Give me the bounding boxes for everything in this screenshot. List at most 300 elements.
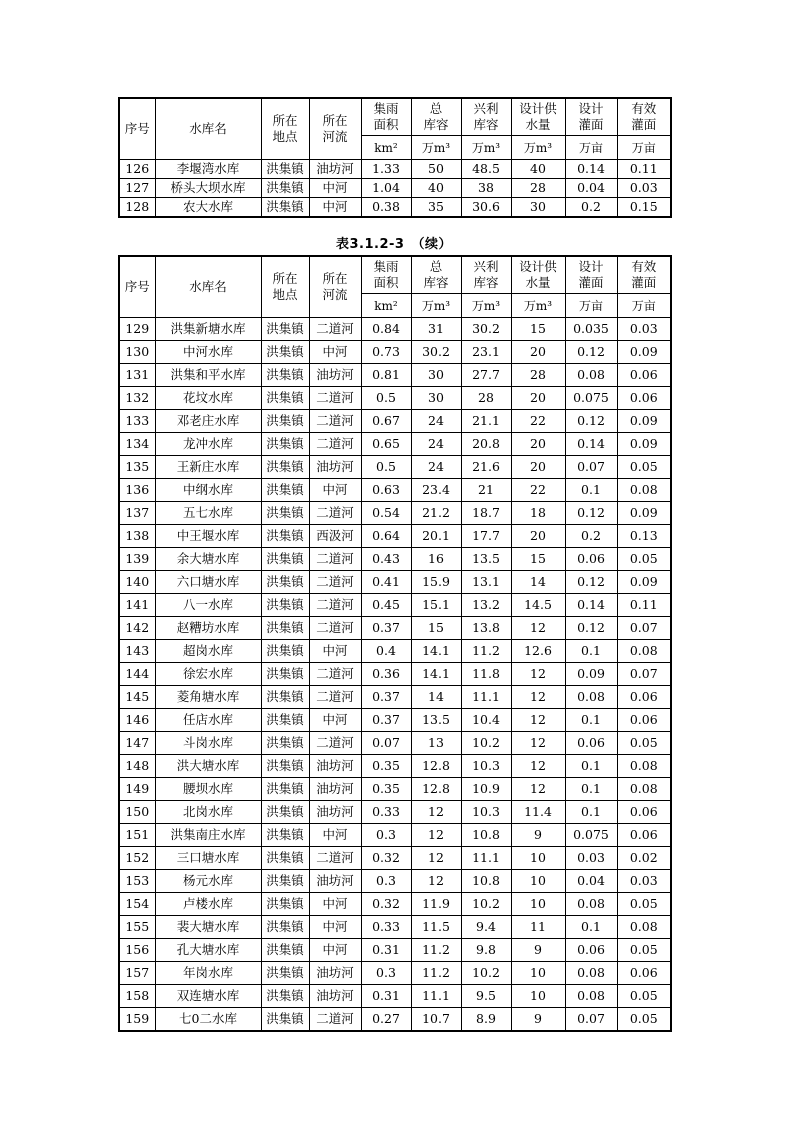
- cell-effective-irrigation: 0.06: [617, 824, 671, 847]
- cell-reservoir-name: 洪大塘水库: [155, 755, 261, 778]
- header-useful-storage: 兴利 库容: [461, 98, 511, 136]
- cell-total-storage: 13.5: [411, 709, 461, 732]
- cell-useful-storage: 11.1: [461, 847, 511, 870]
- cell-reservoir-name: 邓老庄水库: [155, 410, 261, 433]
- header-design-irrigation: 设计 灌面: [565, 98, 617, 136]
- cell-no: 147: [119, 732, 155, 755]
- cell-design-irrigation: 0.09: [565, 663, 617, 686]
- cell-effective-irrigation: 0.06: [617, 364, 671, 387]
- cell-no: 140: [119, 571, 155, 594]
- cell-total-storage: 15: [411, 617, 461, 640]
- cell-design-supply: 20: [511, 341, 565, 364]
- cell-total-storage: 16: [411, 548, 461, 571]
- table-row: [119, 801, 671, 824]
- cell-catchment-area: 0.67: [361, 410, 411, 433]
- cell-reservoir-name: 赵糟坊水库: [155, 617, 261, 640]
- cell-design-supply: 12: [511, 686, 565, 709]
- cell-design-supply: 9: [511, 824, 565, 847]
- cell-total-storage: 11.2: [411, 962, 461, 985]
- cell-useful-storage: 23.1: [461, 341, 511, 364]
- cell-effective-irrigation: 0.07: [617, 617, 671, 640]
- cell-no: 142: [119, 617, 155, 640]
- cell-catchment-area: 0.35: [361, 778, 411, 801]
- cell-river: 二道河: [309, 433, 361, 456]
- reservoir-table-part-1: [118, 97, 672, 218]
- cell-total-storage: 14: [411, 686, 461, 709]
- cell-effective-irrigation: 0.03: [617, 179, 671, 198]
- table-caption: 表3.1.2-3 （续）: [336, 237, 452, 252]
- cell-river: 二道河: [309, 410, 361, 433]
- cell-location: 洪集镇: [261, 663, 309, 686]
- unit-catchment: km²: [361, 136, 411, 160]
- cell-design-supply: 22: [511, 410, 565, 433]
- cell-location: 洪集镇: [261, 617, 309, 640]
- cell-design-supply: 14.5: [511, 594, 565, 617]
- cell-no: 131: [119, 364, 155, 387]
- cell-location: 洪集镇: [261, 870, 309, 893]
- cell-effective-irrigation: 0.09: [617, 502, 671, 525]
- header-design-irrigation: 设计 灌面: [565, 256, 617, 294]
- cell-no: 130: [119, 341, 155, 364]
- cell-reservoir-name: 洪集新塘水库: [155, 318, 261, 341]
- cell-effective-irrigation: 0.09: [617, 571, 671, 594]
- cell-catchment-area: 0.31: [361, 985, 411, 1008]
- cell-effective-irrigation: 0.03: [617, 870, 671, 893]
- cell-river: 油坊河: [309, 755, 361, 778]
- cell-river: 油坊河: [309, 801, 361, 824]
- cell-no: 154: [119, 893, 155, 916]
- table-row: [119, 732, 671, 755]
- unit-effective-irrigation: 万亩: [617, 136, 671, 160]
- table-row: [119, 387, 671, 410]
- cell-total-storage: 24: [411, 456, 461, 479]
- table-row: [119, 870, 671, 893]
- cell-location: 洪集镇: [261, 594, 309, 617]
- cell-location: 洪集镇: [261, 824, 309, 847]
- cell-design-irrigation: 0.12: [565, 341, 617, 364]
- cell-design-supply: 30: [511, 198, 565, 218]
- unit-total-storage: 万m³: [411, 294, 461, 318]
- cell-design-irrigation: 0.1: [565, 709, 617, 732]
- cell-location: 洪集镇: [261, 548, 309, 571]
- cell-reservoir-name: 花坟水库: [155, 387, 261, 410]
- table-row: [119, 479, 671, 502]
- cell-design-irrigation: 0.04: [565, 870, 617, 893]
- cell-design-irrigation: 0.06: [565, 732, 617, 755]
- cell-no: 132: [119, 387, 155, 410]
- cell-design-supply: 10: [511, 985, 565, 1008]
- unit-useful-storage: 万m³: [461, 294, 511, 318]
- cell-reservoir-name: 龙冲水库: [155, 433, 261, 456]
- cell-reservoir-name: 腰坝水库: [155, 778, 261, 801]
- cell-location: 洪集镇: [261, 893, 309, 916]
- cell-catchment-area: 0.64: [361, 525, 411, 548]
- cell-location: 洪集镇: [261, 364, 309, 387]
- cell-total-storage: 31: [411, 318, 461, 341]
- cell-design-irrigation: 0.12: [565, 617, 617, 640]
- table-row: [119, 709, 671, 732]
- cell-river: 二道河: [309, 594, 361, 617]
- cell-catchment-area: 0.3: [361, 870, 411, 893]
- cell-design-supply: 20: [511, 456, 565, 479]
- unit-catchment: km²: [361, 294, 411, 318]
- cell-river: 西汲河: [309, 525, 361, 548]
- cell-total-storage: 24: [411, 410, 461, 433]
- cell-reservoir-name: 七0二水库: [155, 1008, 261, 1032]
- table-row: [119, 318, 671, 341]
- cell-effective-irrigation: 0.09: [617, 341, 671, 364]
- cell-no: 146: [119, 709, 155, 732]
- header-useful-storage: 兴利 库容: [461, 256, 511, 294]
- cell-total-storage: 12: [411, 824, 461, 847]
- cell-location: 洪集镇: [261, 160, 309, 179]
- cell-useful-storage: 8.9: [461, 1008, 511, 1032]
- cell-total-storage: 40: [411, 179, 461, 198]
- cell-no: 133: [119, 410, 155, 433]
- header-catchment: 集雨 面积: [361, 256, 411, 294]
- cell-design-supply: 12: [511, 778, 565, 801]
- cell-location: 洪集镇: [261, 847, 309, 870]
- cell-no: 148: [119, 755, 155, 778]
- cell-useful-storage: 27.7: [461, 364, 511, 387]
- cell-effective-irrigation: 0.07: [617, 663, 671, 686]
- cell-catchment-area: 0.07: [361, 732, 411, 755]
- cell-design-irrigation: 0.2: [565, 198, 617, 218]
- cell-design-supply: 15: [511, 318, 565, 341]
- cell-catchment-area: 0.32: [361, 847, 411, 870]
- cell-catchment-area: 0.73: [361, 341, 411, 364]
- header-supply: 设计供 水量: [511, 98, 565, 136]
- cell-design-irrigation: 0.035: [565, 318, 617, 341]
- cell-no: 138: [119, 525, 155, 548]
- cell-no: 152: [119, 847, 155, 870]
- cell-river: 油坊河: [309, 962, 361, 985]
- unit-design-irrigation: 万亩: [565, 136, 617, 160]
- table-row: [119, 1008, 671, 1032]
- cell-catchment-area: 0.4: [361, 640, 411, 663]
- cell-useful-storage: 10.2: [461, 732, 511, 755]
- table-row: [119, 364, 671, 387]
- cell-no: 158: [119, 985, 155, 1008]
- cell-design-irrigation: 0.14: [565, 433, 617, 456]
- cell-design-supply: 12: [511, 663, 565, 686]
- unit-design-irrigation: 万亩: [565, 294, 617, 318]
- table-row: [119, 341, 671, 364]
- cell-no: 145: [119, 686, 155, 709]
- cell-no: 157: [119, 962, 155, 985]
- header-effective-irrigation: 有效 灌面: [617, 98, 671, 136]
- cell-no: 143: [119, 640, 155, 663]
- header-location: 所在 地点: [261, 98, 309, 160]
- cell-catchment-area: 0.65: [361, 433, 411, 456]
- cell-total-storage: 23.4: [411, 479, 461, 502]
- unit-useful-storage: 万m³: [461, 136, 511, 160]
- cell-catchment-area: 0.37: [361, 686, 411, 709]
- cell-location: 洪集镇: [261, 571, 309, 594]
- cell-design-supply: 12.6: [511, 640, 565, 663]
- cell-catchment-area: 0.45: [361, 594, 411, 617]
- cell-total-storage: 12.8: [411, 755, 461, 778]
- cell-catchment-area: 0.31: [361, 939, 411, 962]
- cell-reservoir-name: 年岗水库: [155, 962, 261, 985]
- header-river: 所在 河流: [309, 98, 361, 160]
- header-supply: 设计供 水量: [511, 256, 565, 294]
- cell-total-storage: 13: [411, 732, 461, 755]
- cell-reservoir-name: 任店水库: [155, 709, 261, 732]
- cell-useful-storage: 13.8: [461, 617, 511, 640]
- cell-design-irrigation: 0.1: [565, 916, 617, 939]
- cell-effective-irrigation: 0.05: [617, 985, 671, 1008]
- cell-no: 156: [119, 939, 155, 962]
- cell-useful-storage: 21.6: [461, 456, 511, 479]
- cell-location: 洪集镇: [261, 433, 309, 456]
- cell-river: 中河: [309, 479, 361, 502]
- table-row: [119, 847, 671, 870]
- cell-total-storage: 15.9: [411, 571, 461, 594]
- table-row: [119, 824, 671, 847]
- cell-no: 153: [119, 870, 155, 893]
- cell-effective-irrigation: 0.08: [617, 778, 671, 801]
- cell-design-irrigation: 0.14: [565, 594, 617, 617]
- cell-design-irrigation: 0.06: [565, 548, 617, 571]
- cell-effective-irrigation: 0.06: [617, 709, 671, 732]
- cell-total-storage: 30.2: [411, 341, 461, 364]
- cell-reservoir-name: 六口塘水库: [155, 571, 261, 594]
- cell-effective-irrigation: 0.09: [617, 410, 671, 433]
- cell-catchment-area: 0.27: [361, 1008, 411, 1032]
- cell-design-supply: 28: [511, 179, 565, 198]
- cell-reservoir-name: 五七水库: [155, 502, 261, 525]
- cell-total-storage: 20.1: [411, 525, 461, 548]
- cell-total-storage: 14.1: [411, 640, 461, 663]
- cell-effective-irrigation: 0.11: [617, 594, 671, 617]
- cell-catchment-area: 0.5: [361, 387, 411, 410]
- cell-total-storage: 10.7: [411, 1008, 461, 1032]
- header-total-storage: 总 库容: [411, 256, 461, 294]
- cell-design-supply: 12: [511, 617, 565, 640]
- cell-reservoir-name: 洪集南庄水库: [155, 824, 261, 847]
- cell-no: 151: [119, 824, 155, 847]
- cell-useful-storage: 10.3: [461, 755, 511, 778]
- cell-catchment-area: 0.33: [361, 916, 411, 939]
- cell-design-supply: 9: [511, 939, 565, 962]
- cell-design-irrigation: 0.12: [565, 502, 617, 525]
- cell-river: 中河: [309, 824, 361, 847]
- cell-total-storage: 11.5: [411, 916, 461, 939]
- cell-location: 洪集镇: [261, 479, 309, 502]
- cell-design-irrigation: 0.1: [565, 755, 617, 778]
- cell-effective-irrigation: 0.15: [617, 198, 671, 218]
- cell-river: 中河: [309, 341, 361, 364]
- cell-catchment-area: 0.5: [361, 456, 411, 479]
- cell-useful-storage: 13.1: [461, 571, 511, 594]
- cell-useful-storage: 10.8: [461, 870, 511, 893]
- unit-supply: 万m³: [511, 136, 565, 160]
- table-1-body: [119, 160, 671, 218]
- cell-catchment-area: 1.04: [361, 179, 411, 198]
- cell-useful-storage: 9.4: [461, 916, 511, 939]
- cell-river: 油坊河: [309, 870, 361, 893]
- table-row: [119, 160, 671, 179]
- cell-design-irrigation: 0.1: [565, 778, 617, 801]
- cell-design-irrigation: 0.07: [565, 456, 617, 479]
- cell-total-storage: 24: [411, 433, 461, 456]
- cell-reservoir-name: 超岗水库: [155, 640, 261, 663]
- table-row: [119, 939, 671, 962]
- cell-design-irrigation: 0.08: [565, 893, 617, 916]
- header-catchment: 集雨 面积: [361, 98, 411, 136]
- table-row: [119, 594, 671, 617]
- header-name: 水库名: [155, 256, 261, 318]
- cell-catchment-area: 0.63: [361, 479, 411, 502]
- cell-total-storage: 11.2: [411, 939, 461, 962]
- table-row: [119, 985, 671, 1008]
- cell-design-irrigation: 0.1: [565, 640, 617, 663]
- cell-catchment-area: 0.32: [361, 893, 411, 916]
- cell-useful-storage: 9.8: [461, 939, 511, 962]
- cell-design-supply: 12: [511, 755, 565, 778]
- cell-design-supply: 20: [511, 433, 565, 456]
- cell-reservoir-name: 余大塘水库: [155, 548, 261, 571]
- cell-river: 油坊河: [309, 364, 361, 387]
- cell-no: 126: [119, 160, 155, 179]
- table-row: [119, 755, 671, 778]
- cell-useful-storage: 48.5: [461, 160, 511, 179]
- cell-design-supply: 10: [511, 962, 565, 985]
- cell-design-irrigation: 0.08: [565, 686, 617, 709]
- cell-design-irrigation: 0.1: [565, 801, 617, 824]
- cell-design-irrigation: 0.08: [565, 962, 617, 985]
- cell-river: 二道河: [309, 571, 361, 594]
- cell-location: 洪集镇: [261, 341, 309, 364]
- cell-location: 洪集镇: [261, 755, 309, 778]
- cell-design-supply: 10: [511, 870, 565, 893]
- cell-river: 二道河: [309, 663, 361, 686]
- cell-no: 134: [119, 433, 155, 456]
- cell-design-irrigation: 0.06: [565, 939, 617, 962]
- cell-location: 洪集镇: [261, 640, 309, 663]
- cell-river: 油坊河: [309, 456, 361, 479]
- cell-design-irrigation: 0.075: [565, 387, 617, 410]
- header-name: 水库名: [155, 98, 261, 160]
- cell-effective-irrigation: 0.08: [617, 916, 671, 939]
- cell-effective-irrigation: 0.08: [617, 755, 671, 778]
- cell-reservoir-name: 斗岗水库: [155, 732, 261, 755]
- table-row: [119, 778, 671, 801]
- cell-location: 洪集镇: [261, 916, 309, 939]
- cell-reservoir-name: 杨元水库: [155, 870, 261, 893]
- cell-total-storage: 11.9: [411, 893, 461, 916]
- header-no: 序号: [119, 256, 155, 318]
- cell-river: 中河: [309, 640, 361, 663]
- cell-useful-storage: 10.2: [461, 893, 511, 916]
- cell-useful-storage: 30.2: [461, 318, 511, 341]
- cell-river: 中河: [309, 198, 361, 218]
- cell-reservoir-name: 中河水库: [155, 341, 261, 364]
- cell-design-irrigation: 0.04: [565, 179, 617, 198]
- cell-catchment-area: 0.81: [361, 364, 411, 387]
- cell-reservoir-name: 王新庄水库: [155, 456, 261, 479]
- table-2-body: [119, 318, 671, 1032]
- cell-no: 139: [119, 548, 155, 571]
- cell-total-storage: 35: [411, 198, 461, 218]
- cell-reservoir-name: 菱角塘水库: [155, 686, 261, 709]
- cell-useful-storage: 38: [461, 179, 511, 198]
- cell-river: 二道河: [309, 732, 361, 755]
- header-location: 所在 地点: [261, 256, 309, 318]
- table-row: [119, 198, 671, 218]
- cell-effective-irrigation: 0.08: [617, 479, 671, 502]
- cell-catchment-area: 0.37: [361, 617, 411, 640]
- table-row: [119, 502, 671, 525]
- cell-no: 137: [119, 502, 155, 525]
- cell-design-supply: 20: [511, 525, 565, 548]
- cell-catchment-area: 0.35: [361, 755, 411, 778]
- cell-location: 洪集镇: [261, 410, 309, 433]
- table-row: [119, 962, 671, 985]
- cell-reservoir-name: 桥头大坝水库: [155, 179, 261, 198]
- cell-useful-storage: 20.8: [461, 433, 511, 456]
- cell-effective-irrigation: 0.03: [617, 318, 671, 341]
- cell-reservoir-name: 卢楼水库: [155, 893, 261, 916]
- cell-no: 127: [119, 179, 155, 198]
- cell-location: 洪集镇: [261, 198, 309, 218]
- cell-river: 油坊河: [309, 985, 361, 1008]
- cell-location: 洪集镇: [261, 318, 309, 341]
- cell-river: 中河: [309, 709, 361, 732]
- cell-catchment-area: 0.38: [361, 198, 411, 218]
- table-row: [119, 456, 671, 479]
- cell-design-irrigation: 0.1: [565, 479, 617, 502]
- cell-effective-irrigation: 0.05: [617, 732, 671, 755]
- unit-total-storage: 万m³: [411, 136, 461, 160]
- cell-no: 149: [119, 778, 155, 801]
- cell-location: 洪集镇: [261, 179, 309, 198]
- cell-effective-irrigation: 0.05: [617, 939, 671, 962]
- cell-useful-storage: 10.8: [461, 824, 511, 847]
- cell-river: 二道河: [309, 548, 361, 571]
- cell-effective-irrigation: 0.06: [617, 686, 671, 709]
- cell-design-supply: 18: [511, 502, 565, 525]
- cell-catchment-area: 0.33: [361, 801, 411, 824]
- table-row: [119, 916, 671, 939]
- cell-location: 洪集镇: [261, 778, 309, 801]
- cell-reservoir-name: 双连塘水库: [155, 985, 261, 1008]
- cell-effective-irrigation: 0.05: [617, 1008, 671, 1032]
- cell-useful-storage: 30.6: [461, 198, 511, 218]
- cell-design-supply: 10: [511, 847, 565, 870]
- cell-total-storage: 11.1: [411, 985, 461, 1008]
- cell-location: 洪集镇: [261, 525, 309, 548]
- cell-no: 155: [119, 916, 155, 939]
- cell-river: 二道河: [309, 502, 361, 525]
- cell-total-storage: 14.1: [411, 663, 461, 686]
- cell-reservoir-name: 孔大塘水库: [155, 939, 261, 962]
- cell-river: 油坊河: [309, 160, 361, 179]
- cell-total-storage: 12: [411, 801, 461, 824]
- cell-design-supply: 9: [511, 1008, 565, 1032]
- table-row: [119, 617, 671, 640]
- header-total-storage: 总 库容: [411, 98, 461, 136]
- cell-location: 洪集镇: [261, 962, 309, 985]
- cell-design-irrigation: 0.12: [565, 410, 617, 433]
- cell-design-irrigation: 0.2: [565, 525, 617, 548]
- cell-catchment-area: 0.43: [361, 548, 411, 571]
- cell-no: 141: [119, 594, 155, 617]
- reservoir-table-part-2: [118, 255, 672, 1032]
- cell-design-supply: 14: [511, 571, 565, 594]
- cell-effective-irrigation: 0.05: [617, 548, 671, 571]
